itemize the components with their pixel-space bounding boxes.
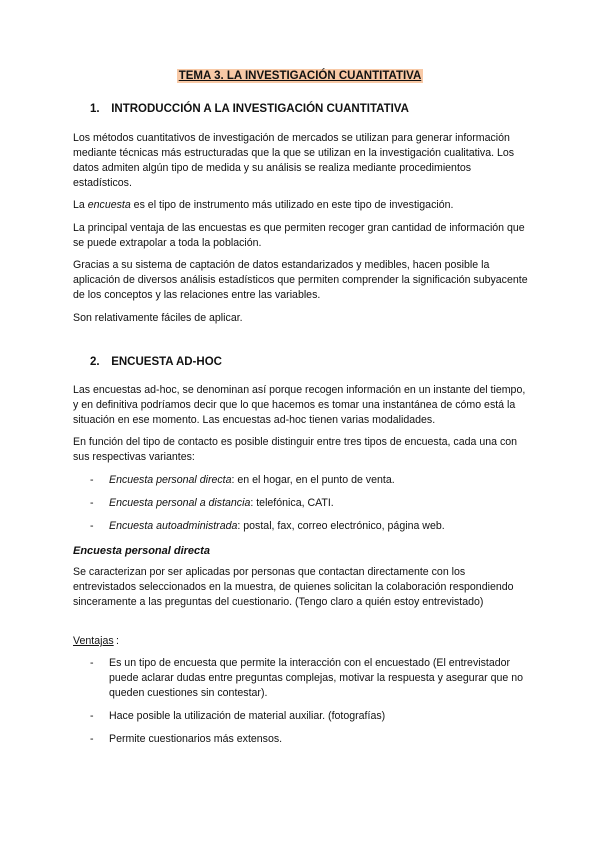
- ventaja-text: Es un tipo de encuesta que permite la interacción con el encuestado (El entrevistador puede aclarar dudas entre preguntas complejas, motivar la respuesta y asegurar que no queden cuestiones sin contestar).: [109, 657, 523, 699]
- section-2-heading: [90, 356, 222, 368]
- section-1-paragraph-2: [73, 198, 528, 213]
- section-2-paragraph-1: Las encuestas ad-hoc, se denominan así porque recogen información en un instante del tiempo, y en definitiva podríamos decir que lo que hacemos es tomar una instantánea de cómo está la situación en ese momento. Las encuestas ad-hoc tienen varias modalidades.: [73, 384, 526, 426]
- bullet-dash: -: [90, 710, 94, 722]
- section-1-paragraph-4: Gracias a su sistema de captación de datos estandarizados y medibles, hacen posible la aplicación de diversos análisis estadísticos que permiten comprender la significación subyacente de los conceptos y las relaciones entre las variables.: [73, 259, 528, 301]
- survey-types-list: [73, 473, 533, 542]
- document-title: [0, 70, 600, 82]
- section-1-number: 1.: [90, 103, 100, 115]
- ventaja-text: Permite cuestionarios más extensos.: [109, 733, 283, 745]
- bullet-dash: -: [90, 497, 94, 509]
- section-2-paragraph-3: Se caracterizan por ser aplicadas por personas que contactan directamente con los entrevistados seleccionados en la muestra, de quienes solicitan la colaboración respondiendo sinceramente a las preguntas del cuestionario. (Tengo claro a quién estoy entrevistado): [73, 566, 514, 608]
- bullet-dash: -: [90, 520, 94, 532]
- bullet-dash: -: [90, 733, 94, 745]
- p2-post: es el tipo de instrumento más utilizado en este tipo de investigación.: [130, 199, 454, 211]
- p2-pre: La: [73, 199, 88, 211]
- type-name: Encuesta autoadministrada: [109, 520, 238, 532]
- type-name: Encuesta personal a distancia: [109, 497, 251, 509]
- section-1-title: INTRODUCCIÓN A LA INVESTIGACIÓN CUANTITATIVA: [111, 103, 409, 115]
- type-desc: : telefónica, CATI.: [250, 497, 334, 509]
- subheading-personal-directa: Encuesta personal directa: [73, 545, 210, 557]
- type-desc: : postal, fax, correo electrónico, página web.: [237, 520, 445, 532]
- ventajas-label: [73, 635, 114, 647]
- bullet-dash: -: [90, 657, 94, 669]
- list-item: [73, 473, 533, 488]
- ventaja-text: Hace posible la utilización de material auxiliar. (fotografías): [109, 710, 386, 722]
- ventajas-colon: :: [116, 635, 119, 647]
- list-item: [73, 732, 533, 747]
- list-item: [73, 519, 533, 534]
- bullet-dash: -: [90, 474, 94, 486]
- ventajas-list: [73, 656, 533, 755]
- section-1-heading: [90, 103, 409, 115]
- list-item: [73, 656, 533, 701]
- document-title-text: TEMA 3. LA INVESTIGACIÓN CUANTITATIVA: [178, 70, 422, 82]
- type-name: Encuesta personal directa: [109, 474, 232, 486]
- section-2-number: 2.: [90, 356, 100, 368]
- list-item: [73, 496, 533, 511]
- p2-em: encuesta: [87, 199, 131, 211]
- section-1-paragraph-3: La principal ventaja de las encuestas es que permiten recoger gran cantidad de información que se puede extrapolar a toda la población.: [73, 222, 525, 249]
- type-desc: : en el hogar, en el punto de venta.: [231, 474, 395, 486]
- ventajas-label-text: Ventajas: [73, 635, 114, 647]
- list-item: [73, 709, 533, 724]
- section-1-paragraph-5: Son relativamente fáciles de aplicar.: [73, 312, 243, 324]
- section-1-paragraph-1: Los métodos cuantitativos de investigación de mercados se utilizan para generar información mediante técnicas más estructuradas que la que se utilizan en la investigación cualitativa. Los datos admiten algún tipo de medida y su análisis se realiza mediante procedimientos estadísticos.: [73, 132, 515, 189]
- section-2-paragraph-2: En función del tipo de contacto es posible distinguir entre tres tipos de encuesta, cada una con sus respectivas variantes:: [73, 436, 518, 463]
- section-2-title: ENCUESTA AD-HOC: [111, 356, 222, 368]
